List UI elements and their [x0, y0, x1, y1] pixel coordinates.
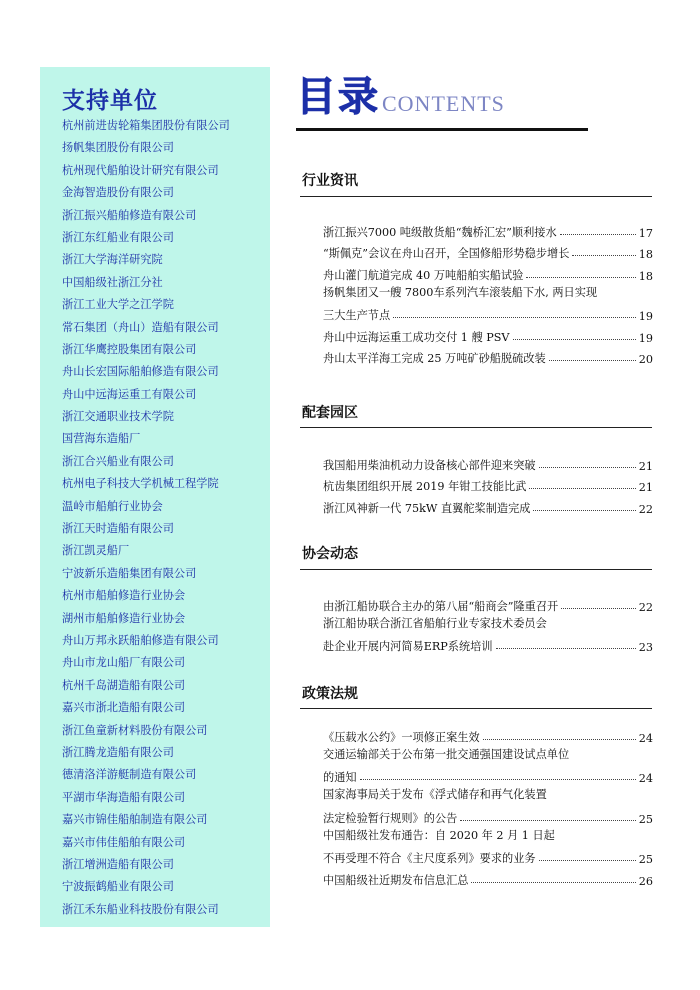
toc-entry[interactable]	[323, 866, 653, 888]
toc-entry-line: 交通运输部关于公布第一批交通强国建设试点单位	[323, 747, 570, 761]
dot-leader	[549, 360, 636, 361]
toc-entry[interactable]	[323, 240, 653, 262]
support-unit-item: 浙江禾东船业科技股份有限公司	[62, 902, 219, 916]
dot-leader	[560, 234, 636, 235]
toc-entry[interactable]	[323, 592, 653, 614]
support-unit-item: 浙江天时造船有限公司	[62, 522, 174, 536]
section-divider	[300, 569, 652, 570]
contents-title: 目录	[296, 74, 380, 120]
toc-entry-title: 浙江风神新一代 75kW 直翼舵桨制造完成	[323, 501, 531, 515]
toc-entry[interactable]	[323, 345, 653, 367]
dot-leader	[393, 317, 636, 318]
toc-entry-title: 杭齿集团组织开展 2019 年钳工技能比武	[323, 480, 527, 493]
section-divider	[300, 427, 652, 428]
section-title: 协会动态	[302, 546, 358, 562]
dot-leader	[539, 860, 636, 861]
toc-entry-line: 浙江船协联合浙江省船舶行业专家技术委员会	[323, 616, 547, 630]
section-entries	[323, 723, 653, 888]
support-unit-item: 浙江腾龙造船有限公司	[62, 745, 174, 759]
dot-leader	[360, 779, 636, 780]
section-entries	[323, 451, 653, 516]
toc-entry[interactable]	[323, 845, 653, 867]
toc-entry-page: 22	[638, 600, 653, 614]
toc-entry-title: 中国船级社近期发布信息汇总	[323, 873, 469, 887]
section-divider	[300, 196, 652, 197]
toc-entry-title: “斯佩克”会议在舟山召开，全国修船形势稳步增长	[323, 247, 570, 260]
support-unit-item: 金海智造股份有限公司	[62, 186, 174, 200]
toc-entry-title: 《压载水公约》一项修正案生效	[323, 730, 480, 744]
support-units-title: 支持单位	[62, 88, 158, 114]
toc-entry[interactable]	[323, 473, 653, 495]
support-units-panel	[40, 67, 270, 927]
toc-entry-page: 21	[638, 459, 653, 473]
toc-entry-page: 25	[638, 812, 653, 826]
toc-entry-title: 由浙江船协联合主办的第八届“船商会”隆重召开	[323, 599, 559, 613]
toc-entry[interactable]	[323, 633, 653, 655]
toc-entry-title: 法定检验暂行规则》的公告	[323, 811, 458, 825]
toc-entry-page: 18	[638, 269, 653, 283]
support-unit-item: 常石集团（舟山）造船有限公司	[62, 320, 219, 334]
toc-entry-title: 我国船用柴油机动力设备核心部件迎来突破	[323, 458, 536, 472]
support-unit-item: 浙江振兴船舶修造有限公司	[62, 208, 197, 222]
toc-entry-line: 国家海事局关于发布《浮式储存和再气化装置	[323, 788, 547, 801]
toc-entry[interactable]	[323, 302, 653, 324]
toc-entry-page: 25	[638, 853, 653, 866]
toc-entry-title: 不再受理不符合《主尺度系列》要求的业务	[323, 852, 536, 865]
toc-entry-line: 扬帆集团又一艘 7800车系列汽车滚装船下水, 两日实现	[323, 285, 598, 299]
header-divider	[296, 128, 588, 131]
toc-entry-page: 26	[638, 874, 653, 888]
section-title: 政策法规	[302, 686, 358, 702]
support-unit-item: 浙江鱼童新材料股份有限公司	[62, 723, 208, 737]
toc-entry-page: 20	[638, 353, 653, 366]
support-unit-item: 浙江合兴船业有限公司	[62, 454, 174, 468]
section-title: 配套园区	[302, 405, 358, 421]
contents-subtitle: CONTENTS	[382, 91, 505, 116]
support-unit-item: 浙江大学海洋研究院	[62, 253, 163, 267]
toc-entry[interactable]	[323, 451, 653, 473]
toc-entry-page: 24	[638, 772, 653, 785]
dot-leader	[483, 739, 636, 740]
support-unit-item: 嘉兴市锦佳船舶制造有限公司	[62, 813, 208, 827]
toc-entry-title: 的通知	[323, 771, 357, 784]
support-unit-item: 杭州千岛湖造船有限公司	[62, 678, 186, 692]
toc-entry[interactable]	[323, 323, 653, 345]
support-unit-item: 浙江华鹰控股集团有限公司	[62, 342, 197, 356]
support-unit-item: 嘉兴市浙北造船有限公司	[62, 701, 186, 715]
dot-leader	[460, 820, 635, 821]
dot-leader	[513, 339, 636, 340]
support-unit-item: 扬帆集团股份有限公司	[62, 141, 174, 155]
toc-entry[interactable]	[323, 494, 653, 516]
support-unit-item: 中国船级社浙江分社	[62, 275, 163, 289]
toc-entry-page: 22	[638, 502, 653, 516]
support-unit-item: 嘉兴市伟佳船舶有限公司	[62, 835, 186, 849]
support-unit-item: 温岭市船舶行业协会	[62, 499, 163, 513]
toc-entry[interactable]	[323, 804, 653, 826]
support-unit-item: 杭州前进齿轮箱集团股份有限公司	[62, 119, 230, 132]
support-unit-item: 舟山市龙山船厂有限公司	[62, 656, 186, 670]
support-unit-item: 宁波振鹤船业有限公司	[62, 880, 174, 894]
toc-entry[interactable]	[323, 261, 653, 283]
dot-leader	[496, 648, 636, 649]
section-divider	[300, 708, 652, 709]
support-unit-item: 杭州现代船舶设计研究有限公司	[62, 163, 219, 177]
toc-entry[interactable]	[323, 218, 653, 240]
contents-header	[296, 72, 588, 132]
dot-leader	[539, 467, 636, 468]
toc-entry-page: 21	[638, 481, 653, 494]
toc-entry-page: 23	[638, 641, 653, 654]
dot-leader	[526, 277, 635, 278]
support-unit-item: 国营海东造船厂	[62, 432, 141, 446]
support-unit-item: 浙江交通职业技术学院	[62, 410, 174, 424]
dot-leader	[533, 510, 635, 511]
support-unit-item: 舟山中远海运重工有限公司	[62, 387, 197, 401]
dot-leader	[471, 882, 635, 883]
support-unit-item: 杭州电子科技大学机械工程学院	[62, 477, 219, 491]
support-units-list	[62, 115, 270, 921]
support-unit-item: 浙江凯灵船厂	[62, 544, 130, 558]
toc-entry-title: 舟山中远海运重工成功交付 1 艘 PSV	[323, 330, 510, 344]
toc-entry[interactable]	[323, 764, 653, 786]
toc-entry-page: 19	[638, 331, 653, 345]
support-unit-item: 宁波新乐造船集团有限公司	[62, 566, 197, 580]
toc-entry-page: 24	[638, 731, 653, 745]
support-unit-item: 舟山长宏国际船舶修造有限公司	[62, 365, 219, 379]
support-unit-item: 德清洛洋游艇制造有限公司	[62, 768, 197, 782]
toc-entry-title: 舟山灌门航道完成 40 万吨船舶实船试验	[323, 268, 524, 282]
section-title: 行业资讯	[302, 173, 358, 189]
toc-entry-page: 18	[638, 248, 653, 261]
toc-entry-line: 中国船级社发布通告：自 2020 年 2 月 1 日起	[323, 828, 555, 842]
section-entries	[323, 218, 653, 366]
toc-entry-page: 19	[638, 310, 653, 323]
support-unit-item: 浙江东红船业有限公司	[62, 230, 174, 244]
toc-entry-title: 舟山太平洋海工完成 25 万吨矿砂船脱硫改装	[323, 352, 546, 365]
support-unit-item: 浙江增洲造船有限公司	[62, 857, 174, 871]
dot-leader	[572, 255, 635, 256]
toc-entry-title: 赴企业开展内河简易ERP系统培训	[323, 640, 493, 653]
support-unit-item: 平湖市华海造船有限公司	[62, 790, 186, 804]
toc-entry-page: 17	[638, 226, 653, 240]
section-entries	[323, 592, 653, 654]
support-unit-item: 杭州市船舶修造行业协会	[62, 589, 186, 603]
support-unit-item: 浙江工业大学之江学院	[62, 298, 174, 312]
support-unit-item: 湖州市船舶修造行业协会	[62, 611, 186, 625]
toc-entry-title: 三大生产节点	[323, 309, 391, 322]
support-unit-item: 舟山万邦永跃船舶修造有限公司	[62, 633, 219, 647]
dot-leader	[529, 488, 635, 489]
toc-entry[interactable]	[323, 723, 653, 745]
toc-entry-title: 浙江振兴7000 吨级散货船“魏桥汇宏”顺利接水	[323, 225, 557, 239]
dot-leader	[561, 608, 636, 609]
